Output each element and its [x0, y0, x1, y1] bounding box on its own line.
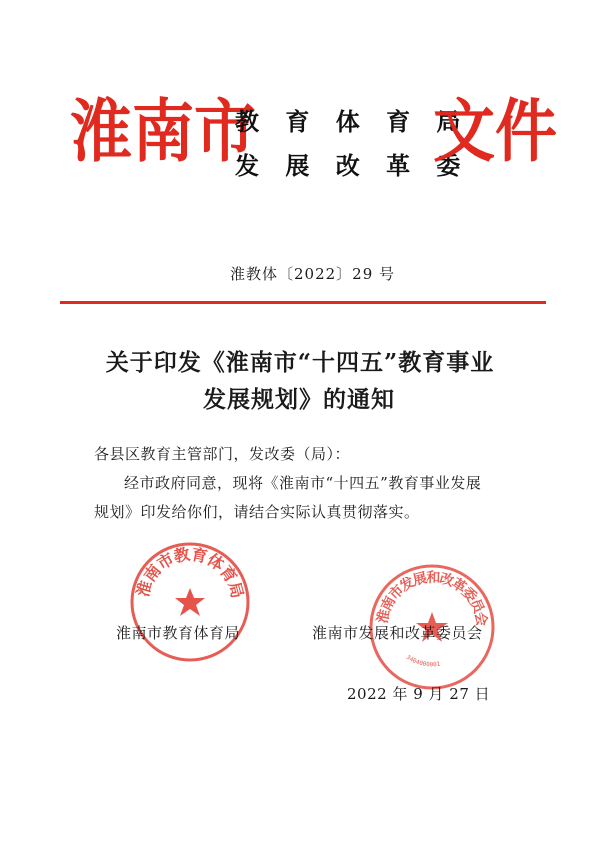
- header-city: 淮南市: [70, 91, 257, 172]
- issue-date: 2022 年 9 月 27 日: [347, 685, 491, 703]
- svg-text:3404000001: [405, 654, 441, 669]
- signature-right: 淮南市发展和改革委员会: [312, 624, 483, 642]
- left-seal-text: 淮南市教育体育局: [133, 544, 248, 601]
- notice-title-line-1: 关于印发《淮南市“十四五”教育事业: [105, 349, 495, 376]
- body-paragraph-line-2: 规划》印发给你们，请结合实际认真贯彻落实。: [94, 503, 420, 521]
- body-paragraph-line-1: 经市政府同意，现将《淮南市“十四五”教育事业发展: [124, 474, 482, 492]
- left-official-seal: [128, 540, 252, 664]
- right-seal-text: 淮南市发展和改革委员会: [374, 569, 490, 628]
- signature-left: 淮南市教育体育局: [116, 624, 241, 642]
- salutation: 各县区教育主管部门，发改委（局）：: [94, 445, 351, 463]
- notice-title-line-2: 发展规划》的通知: [203, 386, 395, 413]
- right-seal-code: 3404000001: [404, 653, 441, 669]
- issuer-line-1: 教 育 体 育 局: [235, 108, 470, 136]
- red-divider: [60, 301, 546, 304]
- issuer-line-2: 发 展 改 革 委: [235, 152, 470, 180]
- document-number: 淮教体〔2022〕29 号: [230, 265, 396, 283]
- header-doc-type: 文件: [433, 91, 558, 172]
